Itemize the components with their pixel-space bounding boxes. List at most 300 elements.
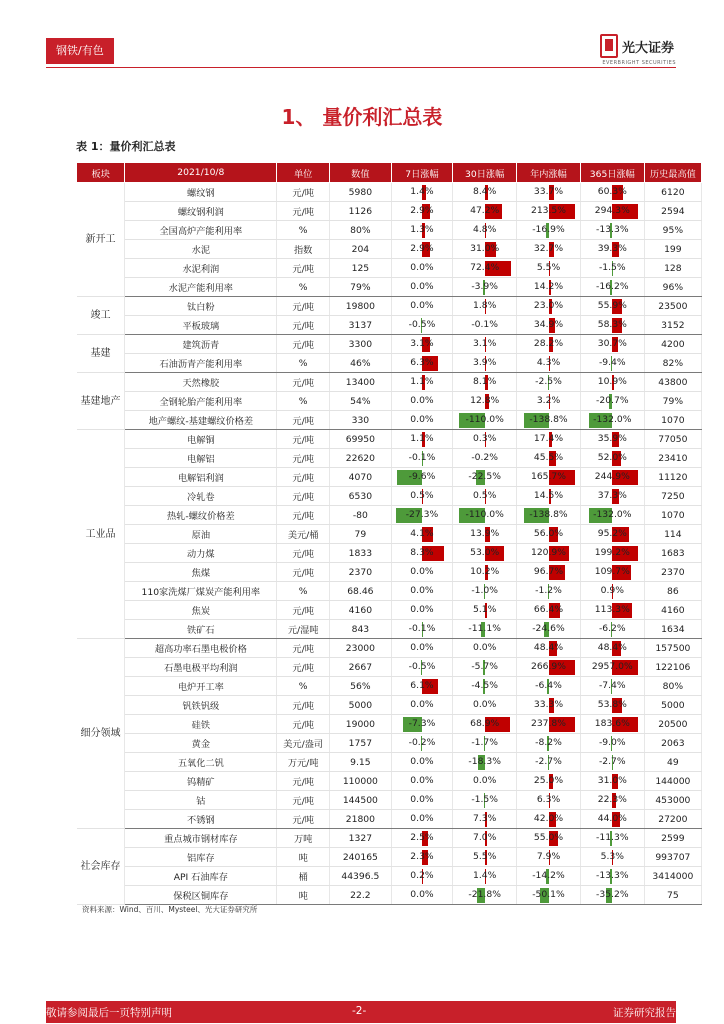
change-value: -1.5% [598, 261, 626, 273]
high-cell: 49 [644, 753, 701, 772]
change-cell-ytd [517, 392, 581, 411]
change-cell-d7 [391, 886, 453, 905]
value-cell: 69950 [330, 430, 392, 449]
change-value: -2.7% [598, 755, 626, 767]
change-cell-d365 [580, 278, 644, 297]
change-cell-d365 [580, 411, 644, 430]
value-cell: 843 [330, 620, 392, 639]
change-value: 44.0% [597, 812, 627, 824]
table-row [77, 715, 702, 734]
unit-cell: 元/吨 [277, 506, 330, 525]
unit-cell: 元/吨 [277, 411, 330, 430]
change-cell-ytd [517, 601, 581, 620]
col-header: 7日涨幅 [391, 163, 453, 183]
item-name: 冷轧卷 [125, 487, 277, 506]
change-value: 47.2% [470, 204, 500, 216]
unit-cell: 吨 [277, 886, 330, 905]
unit-cell: 元/吨 [277, 449, 330, 468]
change-cell-d365 [580, 810, 644, 829]
value-cell: 79% [330, 278, 392, 297]
table-row [77, 601, 702, 620]
table-row [77, 221, 702, 240]
change-cell-d30 [453, 848, 517, 867]
change-value: 12.8% [470, 394, 500, 406]
unit-cell: 美元/桶 [277, 525, 330, 544]
table-row [77, 658, 702, 677]
high-cell: 75 [644, 886, 701, 905]
table-row [77, 506, 702, 525]
value-cell: 21800 [330, 810, 392, 829]
table-row [77, 563, 702, 582]
change-value: 0.0% [410, 698, 434, 710]
change-value: 53.0% [470, 546, 500, 558]
unit-cell: % [277, 677, 330, 696]
unit-cell: 万吨 [277, 829, 330, 848]
unit-cell: 指数 [277, 240, 330, 259]
high-cell: 2594 [644, 202, 701, 221]
change-value: 45.5% [533, 451, 564, 463]
change-value: 294.3% [594, 204, 630, 216]
high-cell: 3414000 [644, 867, 701, 886]
col-header: 板块 [77, 163, 125, 183]
table-row [77, 886, 702, 905]
change-cell-d30 [453, 563, 517, 582]
change-cell-d30 [453, 544, 517, 563]
value-cell: 240165 [330, 848, 392, 867]
table-row [77, 753, 702, 772]
change-value: 0.0% [410, 280, 434, 292]
change-value: 183.6% [594, 717, 630, 729]
change-value: 32.7% [533, 242, 564, 254]
value-cell: 5980 [330, 183, 392, 202]
table-row [77, 183, 702, 202]
change-value: -0.5% [408, 318, 436, 330]
item-name: 平板玻璃 [125, 316, 277, 335]
brand-logo [600, 34, 674, 58]
change-value: -2.7% [535, 755, 562, 767]
change-cell-d7 [391, 525, 453, 544]
unit-cell: 元/吨 [277, 601, 330, 620]
change-value: 4.1% [410, 527, 434, 539]
item-name: 钴 [125, 791, 277, 810]
change-value: 0.0% [410, 413, 434, 425]
change-cell-ytd [517, 221, 581, 240]
change-value: -22.5% [468, 470, 501, 482]
value-cell: 110000 [330, 772, 392, 791]
change-value: 0.3% [473, 432, 497, 444]
change-value: 23.0% [533, 299, 564, 311]
table-row [77, 734, 702, 753]
unit-cell: 美元/盎司 [277, 734, 330, 753]
change-value: -9.4% [598, 356, 626, 368]
change-cell-d7 [391, 392, 453, 411]
unit-cell: 万元/吨 [277, 753, 330, 772]
change-value: 2.9% [410, 204, 434, 216]
change-value: 0.0% [473, 774, 497, 786]
unit-cell: 元/吨 [277, 202, 330, 221]
section-title: 1、 量价利汇总表 [281, 105, 443, 129]
change-value: -1.7% [471, 736, 499, 748]
change-value: -0.1% [471, 318, 499, 330]
high-cell: 4200 [644, 335, 701, 354]
change-cell-d7 [391, 183, 453, 202]
value-cell: -80 [330, 506, 392, 525]
change-value: 0.0% [410, 394, 434, 406]
change-value: 0.0% [410, 641, 434, 653]
change-cell-d30 [453, 506, 517, 525]
table-row [77, 810, 702, 829]
unit-cell: % [277, 354, 330, 373]
table-row [77, 240, 702, 259]
table-row [77, 411, 702, 430]
unit-cell: 元/吨 [277, 715, 330, 734]
value-cell: 3300 [330, 335, 392, 354]
high-cell: 82% [644, 354, 701, 373]
change-cell-d365 [580, 715, 644, 734]
table-row [77, 582, 702, 601]
group-label: 细分领域 [77, 639, 125, 829]
unit-cell: 元/吨 [277, 297, 330, 316]
item-name: 保税区铜库存 [125, 886, 277, 905]
change-cell-d365 [580, 696, 644, 715]
change-cell-d365 [580, 449, 644, 468]
table-row [77, 297, 702, 316]
change-value: 53.8% [597, 698, 627, 710]
unit-cell: % [277, 392, 330, 411]
unit-cell: 元/吨 [277, 544, 330, 563]
top-bar [46, 38, 676, 66]
change-cell-d30 [453, 449, 517, 468]
table-row [77, 620, 702, 639]
brand-mark-icon [600, 34, 618, 58]
change-cell-d30 [453, 753, 517, 772]
change-cell-d7 [391, 411, 453, 430]
change-value: -138.8% [529, 413, 568, 425]
item-name: 建筑沥青 [125, 335, 277, 354]
table-row [77, 202, 702, 221]
high-cell: 114 [644, 525, 701, 544]
change-cell-d365 [580, 620, 644, 639]
high-cell: 96% [644, 278, 701, 297]
change-cell-d365 [580, 297, 644, 316]
high-cell: 80% [644, 677, 701, 696]
change-cell-ytd [517, 468, 581, 487]
change-cell-d365 [580, 487, 644, 506]
item-name: 石油沥青产能利用率 [125, 354, 277, 373]
change-value: 1.4% [473, 869, 497, 881]
value-cell: 1126 [330, 202, 392, 221]
value-cell: 80% [330, 221, 392, 240]
change-cell-d30 [453, 430, 517, 449]
change-value: 1.8% [473, 299, 497, 311]
change-value: 113.3% [594, 603, 630, 615]
change-cell-d365 [580, 221, 644, 240]
value-cell: 44396.5 [330, 867, 392, 886]
item-name: 电解铝 [125, 449, 277, 468]
change-cell-d7 [391, 278, 453, 297]
value-cell: 9.15 [330, 753, 392, 772]
change-cell-d365 [580, 867, 644, 886]
change-value: 4.8% [473, 223, 497, 235]
change-value: 42.0% [533, 812, 564, 824]
change-cell-ytd [517, 506, 581, 525]
change-cell-d7 [391, 734, 453, 753]
change-value: 55.9% [597, 299, 627, 311]
change-value: 4.3% [536, 356, 561, 368]
high-cell: 1070 [644, 411, 701, 430]
change-value: 14.2% [533, 280, 564, 292]
change-cell-ytd [517, 259, 581, 278]
change-value: -0.1% [408, 451, 436, 463]
value-cell: 23000 [330, 639, 392, 658]
change-cell-d365 [580, 563, 644, 582]
change-cell-ytd [517, 734, 581, 753]
high-cell: 20500 [644, 715, 701, 734]
high-cell: 3152 [644, 316, 701, 335]
change-value: 8.3% [410, 546, 434, 558]
change-cell-d7 [391, 335, 453, 354]
change-cell-ytd [517, 487, 581, 506]
value-cell: 4160 [330, 601, 392, 620]
value-cell: 22.2 [330, 886, 392, 905]
high-cell: 23500 [644, 297, 701, 316]
change-cell-ytd [517, 677, 581, 696]
change-value: 37.3% [597, 489, 627, 501]
item-name: 原油 [125, 525, 277, 544]
high-cell: 23410 [644, 449, 701, 468]
table-row [77, 449, 702, 468]
item-name: 铝库存 [125, 848, 277, 867]
change-cell-d7 [391, 715, 453, 734]
item-name: 螺纹钢 [125, 183, 277, 202]
change-cell-d30 [453, 582, 517, 601]
change-cell-d30 [453, 354, 517, 373]
change-cell-ytd [517, 449, 581, 468]
change-cell-d7 [391, 221, 453, 240]
change-value: 0.0% [410, 755, 434, 767]
col-header: 年内涨幅 [517, 163, 581, 183]
change-value: 0.0% [473, 641, 497, 653]
table-row [77, 430, 702, 449]
change-value: -11.3% [596, 831, 629, 843]
change-value: 96.7% [533, 565, 564, 577]
change-cell-ytd [517, 848, 581, 867]
change-cell-d7 [391, 430, 453, 449]
item-name: 钛白粉 [125, 297, 277, 316]
change-cell-d30 [453, 620, 517, 639]
table-caption: 表 1：量价利汇总表 [76, 140, 176, 153]
item-name: 螺纹钢利润 [125, 202, 277, 221]
change-value: -0.2% [471, 451, 499, 463]
value-cell: 22620 [330, 449, 392, 468]
change-cell-d7 [391, 202, 453, 221]
change-cell-d30 [453, 658, 517, 677]
change-value: 0.0% [410, 812, 434, 824]
col-header: 30日涨幅 [453, 163, 517, 183]
change-value: 66.4% [533, 603, 564, 615]
change-value: -20.7% [596, 394, 629, 406]
change-value: -24.6% [532, 622, 565, 634]
value-cell: 204 [330, 240, 392, 259]
high-cell: 86 [644, 582, 701, 601]
change-cell-d365 [580, 354, 644, 373]
value-cell: 2370 [330, 563, 392, 582]
table-row [77, 525, 702, 544]
value-cell: 79 [330, 525, 392, 544]
group-label: 竣工 [77, 297, 125, 335]
change-cell-d7 [391, 544, 453, 563]
change-value: 7.0% [473, 831, 497, 843]
change-cell-ytd [517, 183, 581, 202]
change-cell-ytd [517, 411, 581, 430]
change-value: -14.2% [532, 869, 565, 881]
footer-report-type: 证券研究报告 [613, 1007, 676, 1019]
change-value: 0.0% [410, 603, 434, 615]
change-cell-ytd [517, 373, 581, 392]
unit-cell: 元/吨 [277, 183, 330, 202]
change-cell-ytd [517, 772, 581, 791]
high-cell: 2599 [644, 829, 701, 848]
change-value: 0.0% [410, 565, 434, 577]
group-label: 基建 [77, 335, 125, 373]
item-name: 五氧化二钒 [125, 753, 277, 772]
item-name: 热轧-螺纹价格差 [125, 506, 277, 525]
change-value: -0.1% [408, 622, 436, 634]
change-cell-d7 [391, 373, 453, 392]
change-value: -27.3% [405, 508, 439, 520]
change-cell-d30 [453, 829, 517, 848]
change-cell-d30 [453, 297, 517, 316]
page-number: -2- [352, 1005, 367, 1017]
high-cell: 993707 [644, 848, 701, 867]
change-cell-d7 [391, 677, 453, 696]
change-value: 0.0% [473, 698, 497, 710]
change-value: 2.5% [410, 831, 434, 843]
change-cell-ytd [517, 563, 581, 582]
change-value: -13.3% [596, 223, 629, 235]
change-cell-d30 [453, 734, 517, 753]
change-cell-ytd [517, 354, 581, 373]
change-cell-d7 [391, 468, 453, 487]
change-value: 0.5% [473, 489, 497, 501]
change-cell-d30 [453, 202, 517, 221]
change-cell-d7 [391, 639, 453, 658]
change-value: 17.4% [533, 432, 564, 444]
source-note: 资料来源：Wind、百川、Mysteel、光大证券研究所 [82, 905, 258, 914]
high-cell: 27200 [644, 810, 701, 829]
change-cell-d365 [580, 392, 644, 411]
change-value: 34.9% [533, 318, 564, 330]
item-name: 水泥利润 [125, 259, 277, 278]
group-label: 基建地产 [77, 373, 125, 430]
change-value: 7.3% [473, 812, 497, 824]
change-value: 8.4% [473, 185, 497, 197]
change-value: 0.9% [600, 584, 624, 596]
item-name: 电解铝利润 [125, 468, 277, 487]
change-value: 0.0% [410, 584, 434, 596]
unit-cell: % [277, 582, 330, 601]
change-cell-d365 [580, 848, 644, 867]
value-cell: 3137 [330, 316, 392, 335]
high-cell: 128 [644, 259, 701, 278]
unit-cell: % [277, 278, 330, 297]
high-cell: 11120 [644, 468, 701, 487]
change-cell-d365 [580, 772, 644, 791]
table-row [77, 829, 702, 848]
change-value: 237.8% [530, 717, 567, 729]
change-cell-d365 [580, 791, 644, 810]
change-cell-d30 [453, 221, 517, 240]
change-cell-d7 [391, 772, 453, 791]
change-cell-d7 [391, 601, 453, 620]
change-cell-d365 [580, 753, 644, 772]
table-row [77, 259, 702, 278]
group-label: 工业品 [77, 430, 125, 639]
unit-cell: 桶 [277, 867, 330, 886]
change-value: 8.1% [473, 375, 497, 387]
unit-cell: 元/吨 [277, 259, 330, 278]
change-cell-d7 [391, 316, 453, 335]
change-cell-d30 [453, 487, 517, 506]
change-cell-d30 [453, 677, 517, 696]
item-name: 焦炭 [125, 601, 277, 620]
change-value: -50.1% [532, 888, 565, 900]
brand-name: 光大证券 [621, 40, 674, 56]
change-cell-d30 [453, 183, 517, 202]
unit-cell: 元/吨 [277, 791, 330, 810]
change-cell-ytd [517, 696, 581, 715]
change-cell-d365 [580, 658, 644, 677]
change-value: 68.9% [470, 717, 500, 729]
value-cell: 5000 [330, 696, 392, 715]
change-cell-d7 [391, 240, 453, 259]
item-name: 地产螺纹-基建螺纹价格差 [125, 411, 277, 430]
change-cell-ytd [517, 202, 581, 221]
change-cell-ytd [517, 240, 581, 259]
unit-cell: 元/吨 [277, 658, 330, 677]
change-value: 3.2% [536, 394, 561, 406]
item-name: 全钢轮胎产能利用率 [125, 392, 277, 411]
change-value: 1.4% [410, 185, 434, 197]
change-value: -0.2% [408, 736, 436, 748]
change-value: 5.5% [473, 850, 497, 862]
change-cell-d365 [580, 335, 644, 354]
change-cell-d30 [453, 335, 517, 354]
change-cell-d365 [580, 259, 644, 278]
high-cell: 43800 [644, 373, 701, 392]
change-value: -1.5% [471, 793, 499, 805]
change-value: -21.8% [468, 888, 501, 900]
change-value: 266.9% [530, 660, 567, 672]
change-value: 6.1% [410, 679, 434, 691]
unit-cell: 元/吨 [277, 373, 330, 392]
change-value: -6.4% [535, 679, 562, 691]
high-cell: 122106 [644, 658, 701, 677]
change-cell-d365 [580, 677, 644, 696]
change-cell-d365 [580, 601, 644, 620]
value-cell: 19800 [330, 297, 392, 316]
value-cell: 19000 [330, 715, 392, 734]
change-value: 7.9% [536, 850, 561, 862]
change-value: 95.2% [597, 527, 627, 539]
change-value: -11.1% [468, 622, 501, 634]
unit-cell: % [277, 221, 330, 240]
change-value: 72.4% [470, 261, 500, 273]
change-value: 0.0% [410, 774, 434, 786]
change-cell-d7 [391, 620, 453, 639]
table-row [77, 468, 702, 487]
change-cell-d365 [580, 525, 644, 544]
